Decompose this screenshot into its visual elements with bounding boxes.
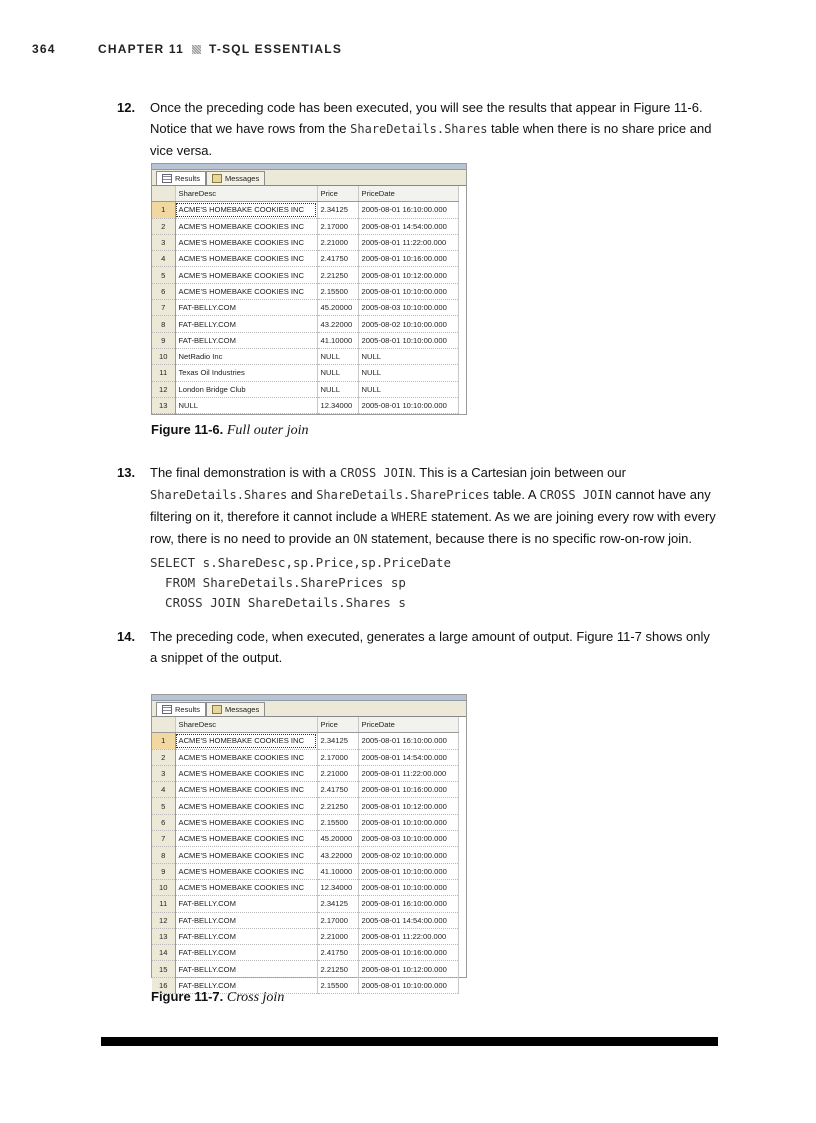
table-row[interactable]	[152, 283, 458, 299]
cell-sharedesc[interactable]: ACME'S HOMEBAKE COOKIES INC	[175, 879, 317, 895]
text-run: and	[287, 487, 317, 502]
cell-sharedesc[interactable]: ACME'S HOMEBAKE COOKIES INC	[175, 847, 317, 863]
table-row[interactable]	[152, 831, 458, 847]
row-number[interactable]: 10	[152, 348, 175, 364]
step-text	[150, 626, 717, 668]
results-table	[152, 717, 459, 994]
row-number[interactable]: 9	[152, 863, 175, 879]
cell-price[interactable]: 12.34000	[317, 397, 358, 413]
cell-pricedate[interactable]: 2005-08-01 10:10:00.000	[358, 879, 458, 895]
cell-pricedate[interactable]: 2005-08-01 10:10:00.000	[358, 283, 458, 299]
cell-price[interactable]: 2.21250	[317, 267, 358, 283]
cell-pricedate[interactable]: 2005-08-03 10:10:00.000	[358, 831, 458, 847]
text-run: statement. As we are joining every row with every row, there is no need to provide an	[150, 509, 716, 546]
step-number: 13.	[117, 465, 136, 480]
text-run: statement, because there is no specific row-on-row join.	[367, 531, 692, 546]
step-number: 12.	[117, 100, 136, 115]
cell-sharedesc[interactable]: ACME'S HOMEBAKE COOKIES INC	[175, 798, 317, 814]
cell-pricedate[interactable]: 2005-08-02 10:10:00.000	[358, 847, 458, 863]
table-row[interactable]	[152, 765, 458, 781]
cell-price[interactable]: 2.41750	[317, 945, 358, 961]
cell-sharedesc[interactable]: FAT-BELLY.COM	[175, 912, 317, 928]
cell-sharedesc[interactable]: ACME'S HOMEBAKE COOKIES INC	[175, 733, 317, 749]
sql-code-block: SELECT s.ShareDesc,sp.Price,sp.PriceDate FROM ShareDetails.SharePrices sp CROSS JOIN ShareDetails.Shares s	[150, 555, 452, 610]
cell-pricedate[interactable]: NULL	[358, 381, 458, 397]
table-row[interactable]	[152, 961, 458, 977]
cell-sharedesc[interactable]: FAT-BELLY.COM	[175, 961, 317, 977]
running-header	[32, 42, 342, 56]
cell-sharedesc[interactable]: NetRadio Inc	[175, 348, 317, 364]
cell-pricedate[interactable]: 2005-08-01 10:16:00.000	[358, 251, 458, 267]
inline-code: ON	[353, 532, 368, 546]
cell-pricedate[interactable]: 2005-08-01 10:10:00.000	[358, 332, 458, 348]
cell-pricedate[interactable]: 2005-08-01 10:12:00.000	[358, 961, 458, 977]
table-row[interactable]	[152, 847, 458, 863]
cell-sharedesc[interactable]: FAT-BELLY.COM	[175, 316, 317, 332]
figure-caption-11-6	[151, 422, 309, 439]
results-grid-fig-11-7	[151, 694, 467, 990]
cell-sharedesc[interactable]: FAT-BELLY.COM	[175, 332, 317, 348]
row-number[interactable]: 2	[152, 749, 175, 765]
tab-results[interactable]	[156, 171, 206, 185]
cell-price[interactable]: 2.17000	[317, 218, 358, 234]
table-row[interactable]	[152, 316, 458, 332]
inline-code: ShareDetails.Shares	[350, 122, 488, 136]
text-run: Once the preceding code has been executed, you will see the results that appear in Figure 11-6. Notice that we have rows from the	[150, 100, 703, 136]
row-number[interactable]: 4	[152, 782, 175, 798]
table-row[interactable]	[152, 782, 458, 798]
cell-price[interactable]: NULL	[317, 365, 358, 381]
step-12	[117, 97, 717, 161]
corner-cell[interactable]	[152, 186, 175, 202]
cell-pricedate[interactable]: 2005-08-01 14:54:00.000	[358, 218, 458, 234]
tab-messages[interactable]	[206, 171, 265, 185]
table-row[interactable]	[152, 928, 458, 944]
cell-sharedesc[interactable]: ACME'S HOMEBAKE COOKIES INC	[175, 202, 317, 218]
cell-price[interactable]: 2.15500	[317, 977, 358, 993]
tab-label: Messages	[225, 174, 260, 183]
table-row[interactable]	[152, 202, 458, 218]
text-run: . This is a Cartesian join between our	[412, 465, 626, 480]
cell-sharedesc[interactable]: ACME'S HOMEBAKE COOKIES INC	[175, 831, 317, 847]
cell-pricedate[interactable]: 2005-08-01 10:10:00.000	[358, 977, 458, 993]
cell-price[interactable]: 2.34125	[317, 896, 358, 912]
page-number: 364	[32, 42, 56, 56]
cell-pricedate[interactable]: 2005-08-01 10:10:00.000	[358, 863, 458, 879]
column-header[interactable]: PriceDate	[358, 717, 458, 733]
cell-price[interactable]: 2.34125	[317, 202, 358, 218]
cell-price[interactable]: 2.41750	[317, 251, 358, 267]
cell-price[interactable]: 43.22000	[317, 316, 358, 332]
cell-pricedate[interactable]: 2005-08-01 16:10:00.000	[358, 733, 458, 749]
text-run: table. A	[489, 487, 540, 502]
row-number[interactable]: 5	[152, 267, 175, 283]
row-number[interactable]: 7	[152, 300, 175, 316]
cell-pricedate[interactable]: NULL	[358, 348, 458, 364]
caption-title: Full outer join	[226, 423, 309, 438]
corner-cell[interactable]	[152, 717, 175, 733]
row-number[interactable]: 10	[152, 879, 175, 895]
table-row[interactable]	[152, 814, 458, 830]
cell-pricedate[interactable]: 2005-08-01 11:22:00.000	[358, 234, 458, 250]
column-header[interactable]: ShareDesc	[175, 186, 317, 202]
tab-messages[interactable]	[206, 702, 265, 716]
step-text	[150, 462, 717, 550]
row-number[interactable]: 5	[152, 798, 175, 814]
cell-sharedesc[interactable]: ACME'S HOMEBAKE COOKIES INC	[175, 765, 317, 781]
row-number[interactable]: 13	[152, 928, 175, 944]
inline-code: CROSS JOIN	[340, 466, 413, 480]
cell-pricedate[interactable]: NULL	[358, 365, 458, 381]
table-row[interactable]	[152, 218, 458, 234]
cell-pricedate[interactable]: 2005-08-01 11:22:00.000	[358, 928, 458, 944]
cell-pricedate[interactable]: 2005-08-01 10:10:00.000	[358, 814, 458, 830]
cell-sharedesc[interactable]: Texas Oil Industries	[175, 365, 317, 381]
message-icon	[212, 705, 222, 714]
cell-price[interactable]: 2.34125	[317, 733, 358, 749]
cell-pricedate[interactable]: 2005-08-02 10:10:00.000	[358, 316, 458, 332]
cell-pricedate[interactable]: 2005-08-01 11:22:00.000	[358, 765, 458, 781]
table-row[interactable]	[152, 348, 458, 364]
row-number[interactable]: 3	[152, 765, 175, 781]
column-header[interactable]: Price	[317, 186, 358, 202]
page-bottom-rule	[101, 1037, 718, 1046]
result-tabs	[152, 701, 466, 717]
tab-label: Messages	[225, 705, 260, 714]
row-number[interactable]: 12	[152, 912, 175, 928]
cell-price[interactable]: 43.22000	[317, 847, 358, 863]
cell-sharedesc[interactable]: FAT-BELLY.COM	[175, 300, 317, 316]
cell-pricedate[interactable]: 2005-08-01 10:10:00.000	[358, 397, 458, 413]
table-row[interactable]	[152, 945, 458, 961]
table-row[interactable]	[152, 397, 458, 413]
cell-sharedesc[interactable]: FAT-BELLY.COM	[175, 896, 317, 912]
cell-sharedesc[interactable]: ACME'S HOMEBAKE COOKIES INC	[175, 749, 317, 765]
cell-price[interactable]: 2.15500	[317, 814, 358, 830]
row-number[interactable]: 14	[152, 945, 175, 961]
row-number[interactable]: 7	[152, 831, 175, 847]
row-number[interactable]: 12	[152, 381, 175, 397]
message-icon	[212, 174, 222, 183]
cell-price[interactable]: 2.21000	[317, 234, 358, 250]
row-number[interactable]: 11	[152, 896, 175, 912]
row-number[interactable]: 6	[152, 283, 175, 299]
step-13	[117, 462, 717, 550]
row-number[interactable]: 8	[152, 316, 175, 332]
cell-price[interactable]: 12.34000	[317, 879, 358, 895]
cell-price[interactable]: 2.17000	[317, 912, 358, 928]
cell-sharedesc[interactable]: ACME'S HOMEBAKE COOKIES INC	[175, 782, 317, 798]
table-row[interactable]	[152, 332, 458, 348]
cell-sharedesc[interactable]: ACME'S HOMEBAKE COOKIES INC	[175, 251, 317, 267]
row-number[interactable]: 13	[152, 397, 175, 413]
cell-pricedate[interactable]: 2005-08-01 10:16:00.000	[358, 782, 458, 798]
row-number[interactable]: 1	[152, 733, 175, 749]
row-number[interactable]: 15	[152, 961, 175, 977]
table-row[interactable]	[152, 733, 458, 749]
cell-pricedate[interactable]: 2005-08-01 10:16:00.000	[358, 945, 458, 961]
cell-pricedate[interactable]: 2005-08-01 10:12:00.000	[358, 267, 458, 283]
cell-price[interactable]: 2.41750	[317, 782, 358, 798]
row-number[interactable]: 9	[152, 332, 175, 348]
cell-price[interactable]: 2.15500	[317, 283, 358, 299]
chapter-label: CHAPTER 11	[98, 42, 185, 56]
cell-sharedesc[interactable]: FAT-BELLY.COM	[175, 928, 317, 944]
inline-code: ShareDetails.SharePrices	[316, 488, 490, 502]
table-row[interactable]	[152, 267, 458, 283]
text-run: cannot have any filtering on it, therefore it cannot include a	[150, 487, 711, 524]
inline-code: WHERE	[391, 510, 428, 524]
cell-pricedate[interactable]: 2005-08-01 10:12:00.000	[358, 798, 458, 814]
step-number: 14.	[117, 629, 136, 644]
table-row[interactable]	[152, 896, 458, 912]
cell-sharedesc[interactable]: NULL	[175, 397, 317, 413]
cell-pricedate[interactable]: 2005-08-01 14:54:00.000	[358, 749, 458, 765]
row-number[interactable]: 3	[152, 234, 175, 250]
text-run: The preceding code, when executed, generates a large amount of output. Figure 11-7 shows only a snippet of the output.	[150, 629, 710, 665]
cell-sharedesc[interactable]: ACME'S HOMEBAKE COOKIES INC	[175, 218, 317, 234]
row-number[interactable]: 6	[152, 814, 175, 830]
row-number[interactable]: 1	[152, 202, 175, 218]
figure-caption-11-7	[151, 989, 284, 1006]
cell-sharedesc[interactable]: ACME'S HOMEBAKE COOKIES INC	[175, 283, 317, 299]
caption-label: Figure 11-7.	[151, 989, 224, 1004]
caption-label: Figure 11-6.	[151, 422, 224, 437]
cell-sharedesc[interactable]: FAT-BELLY.COM	[175, 977, 317, 993]
inline-code: CROSS JOIN	[539, 488, 612, 502]
row-number[interactable]: 11	[152, 365, 175, 381]
cell-price[interactable]: 2.17000	[317, 749, 358, 765]
cell-sharedesc[interactable]: ACME'S HOMEBAKE COOKIES INC	[175, 863, 317, 879]
table-row[interactable]	[152, 863, 458, 879]
cell-sharedesc[interactable]: FAT-BELLY.COM	[175, 945, 317, 961]
grid-icon	[162, 705, 172, 714]
column-header[interactable]: ShareDesc	[175, 717, 317, 733]
step-text	[150, 97, 717, 161]
cell-price[interactable]: 2.21000	[317, 765, 358, 781]
cell-sharedesc[interactable]: ACME'S HOMEBAKE COOKIES INC	[175, 234, 317, 250]
table-row[interactable]	[152, 300, 458, 316]
row-number[interactable]: 16	[152, 977, 175, 993]
results-grid-fig-11-6	[151, 163, 467, 415]
table-row[interactable]	[152, 798, 458, 814]
cell-price[interactable]: 2.21250	[317, 798, 358, 814]
cell-price[interactable]: NULL	[317, 381, 358, 397]
cell-price[interactable]: NULL	[317, 348, 358, 364]
tab-label: Results	[175, 174, 201, 183]
cell-price[interactable]: 41.10000	[317, 863, 358, 879]
table-row[interactable]	[152, 234, 458, 250]
inline-code: ShareDetails.Shares	[150, 488, 288, 502]
cell-sharedesc[interactable]: ACME'S HOMEBAKE COOKIES INC	[175, 814, 317, 830]
cell-price[interactable]: 2.21000	[317, 928, 358, 944]
text-run: The final demonstration is with a	[150, 465, 341, 480]
header-row	[152, 717, 458, 733]
cell-pricedate[interactable]: 2005-08-01 16:10:00.000	[358, 202, 458, 218]
cell-pricedate[interactable]: 2005-08-01 14:54:00.000	[358, 912, 458, 928]
tab-results[interactable]	[156, 702, 206, 716]
cell-sharedesc[interactable]: London Bridge Club	[175, 381, 317, 397]
column-header[interactable]: Price	[317, 717, 358, 733]
tab-label: Results	[175, 705, 201, 714]
table-row[interactable]	[152, 879, 458, 895]
result-tabs	[152, 170, 466, 186]
results-table	[152, 186, 459, 414]
text-run: table when there is no share price and vice versa.	[150, 121, 712, 158]
separator-square-icon	[192, 45, 201, 54]
cell-price[interactable]: 2.21250	[317, 961, 358, 977]
grid-icon	[162, 174, 172, 183]
table-row[interactable]	[152, 912, 458, 928]
cell-pricedate[interactable]: 2005-08-03 10:10:00.000	[358, 300, 458, 316]
column-header[interactable]: PriceDate	[358, 186, 458, 202]
cell-price[interactable]: 41.10000	[317, 332, 358, 348]
caption-title: Cross join	[226, 990, 285, 1005]
section-title: T-SQL ESSENTIALS	[209, 42, 343, 56]
cell-price[interactable]: 45.20000	[317, 300, 358, 316]
cell-price[interactable]: 45.20000	[317, 831, 358, 847]
row-number[interactable]: 2	[152, 218, 175, 234]
table-row[interactable]	[152, 365, 458, 381]
step-14	[117, 626, 717, 668]
table-row[interactable]	[152, 381, 458, 397]
table-row[interactable]	[152, 251, 458, 267]
cell-sharedesc[interactable]: ACME'S HOMEBAKE COOKIES INC	[175, 267, 317, 283]
header-row	[152, 186, 458, 202]
row-number[interactable]: 8	[152, 847, 175, 863]
cell-pricedate[interactable]: 2005-08-01 16:10:00.000	[358, 896, 458, 912]
row-number[interactable]: 4	[152, 251, 175, 267]
table-row[interactable]	[152, 749, 458, 765]
